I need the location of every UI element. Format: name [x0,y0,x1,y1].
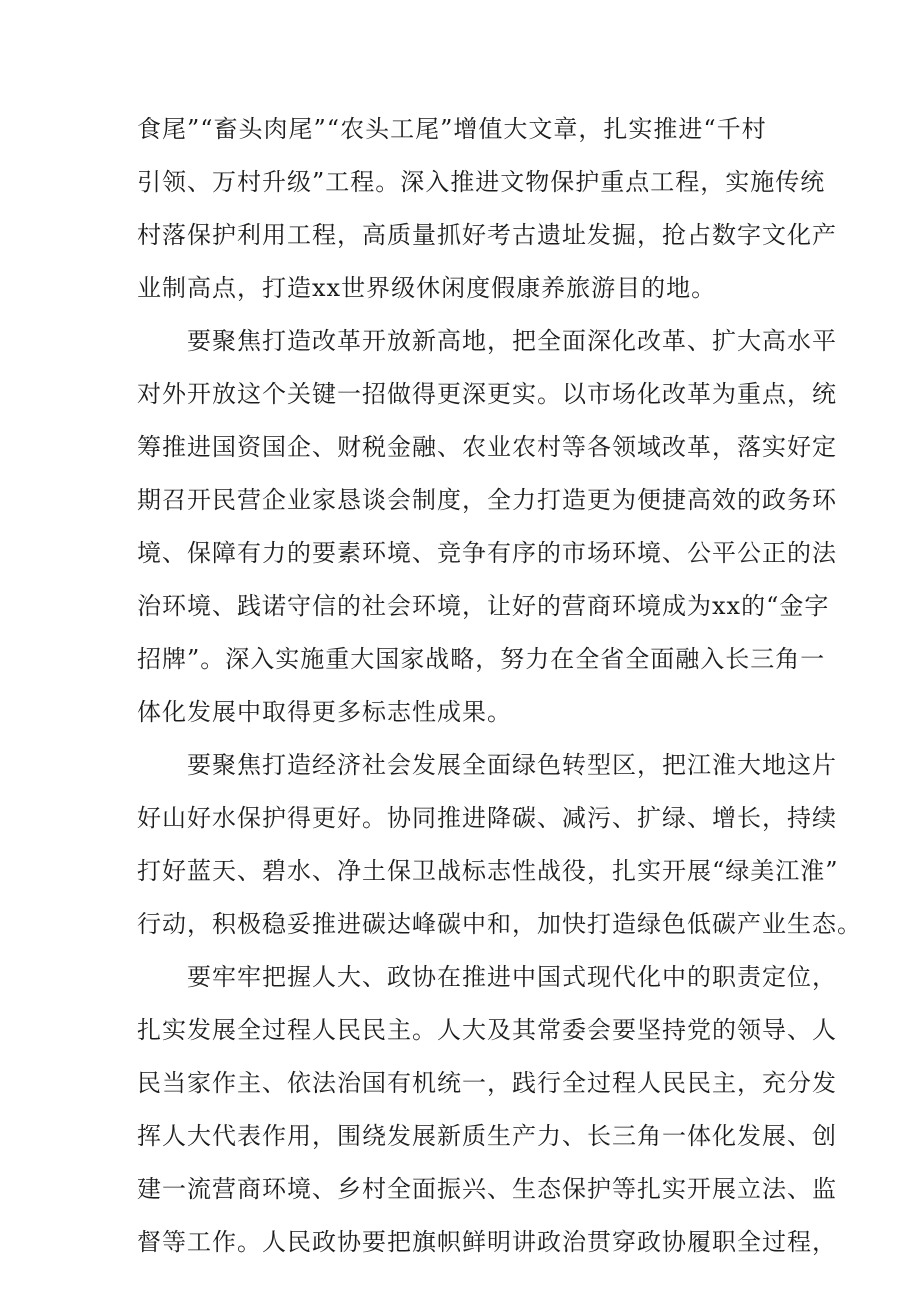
paragraph-start-line: 要牢牢把握人大、政协在推进中国式现代化中的职责定位， [187,963,837,991]
text-line: 期召开民营企业家恳谈会制度，全力打造更为便捷高效的政务环 [137,486,837,514]
text-line: 村落保护利用工程，高质量抓好考古遗址发掘，抢占数字文化产 [137,221,837,249]
paragraph-start-line: 要聚焦打造改革开放新高地，把全面深化改革、扩大高水平 [187,327,837,355]
text-line: 民当家作主、依法治国有机统一，践行全过程人民民主，充分发 [137,1069,837,1097]
body-text [137,103,862,1269]
text-line: 体化发展中取得更多标志性成果。 [137,698,512,726]
paragraph-start-line: 要聚焦打造经济社会发展全面绿色转型区，把江淮大地这片 [187,751,837,779]
text-line: 招牌”。深入实施重大国家战略，努力在全省全面融入长三角一 [137,645,826,673]
text-line: 境、保障有力的要素环境、竞争有序的市场环境、公平公正的法 [137,539,837,567]
text-line: 筹推进国资国企、财税金融、农业农村等各领域改革，落实好定 [137,433,837,461]
text-line: 建一流营商环境、乡村全面振兴、生态保护等扎实开展立法、监 [137,1175,837,1203]
text-line: 对外开放这个关键一招做得更深更实。以市场化改革为重点，统 [137,380,837,408]
text-line: 治环境、践诺守信的社会环境，让好的营商环境成为xx的“金字 [137,592,830,620]
text-line: 行动，积极稳妥推进碳达峰碳中和，加快打造绿色低碳产业生态。 [137,910,862,938]
text-line: 挥人大代表作用，围绕发展新质生产力、长三角一体化发展、创 [137,1122,837,1150]
text-line: 引领、万村升级”工程。深入推进文物保护重点工程，实施传统 [137,168,826,196]
text-line: 督等工作。人民政协要把旗帜鲜明讲政治贯穿政协履职全过程， [137,1228,837,1256]
text-line: 打好蓝天、碧水、净土保卫战标志性战役，扎实开展“绿美江淮” [137,857,839,885]
text-line: 扎实发展全过程人民民主。人大及其常委会要坚持党的领导、人 [137,1016,837,1044]
text-line: 食尾”“畜头肉尾”“农头工尾”增值大文章，扎实推进“千村 [137,115,767,143]
text-line: 好山好水保护得更好。协同推进降碳、减污、扩绿、增长，持续 [137,804,837,832]
text-line: 业制高点，打造xx世界级休闲度假康养旅游目的地。 [137,274,717,302]
